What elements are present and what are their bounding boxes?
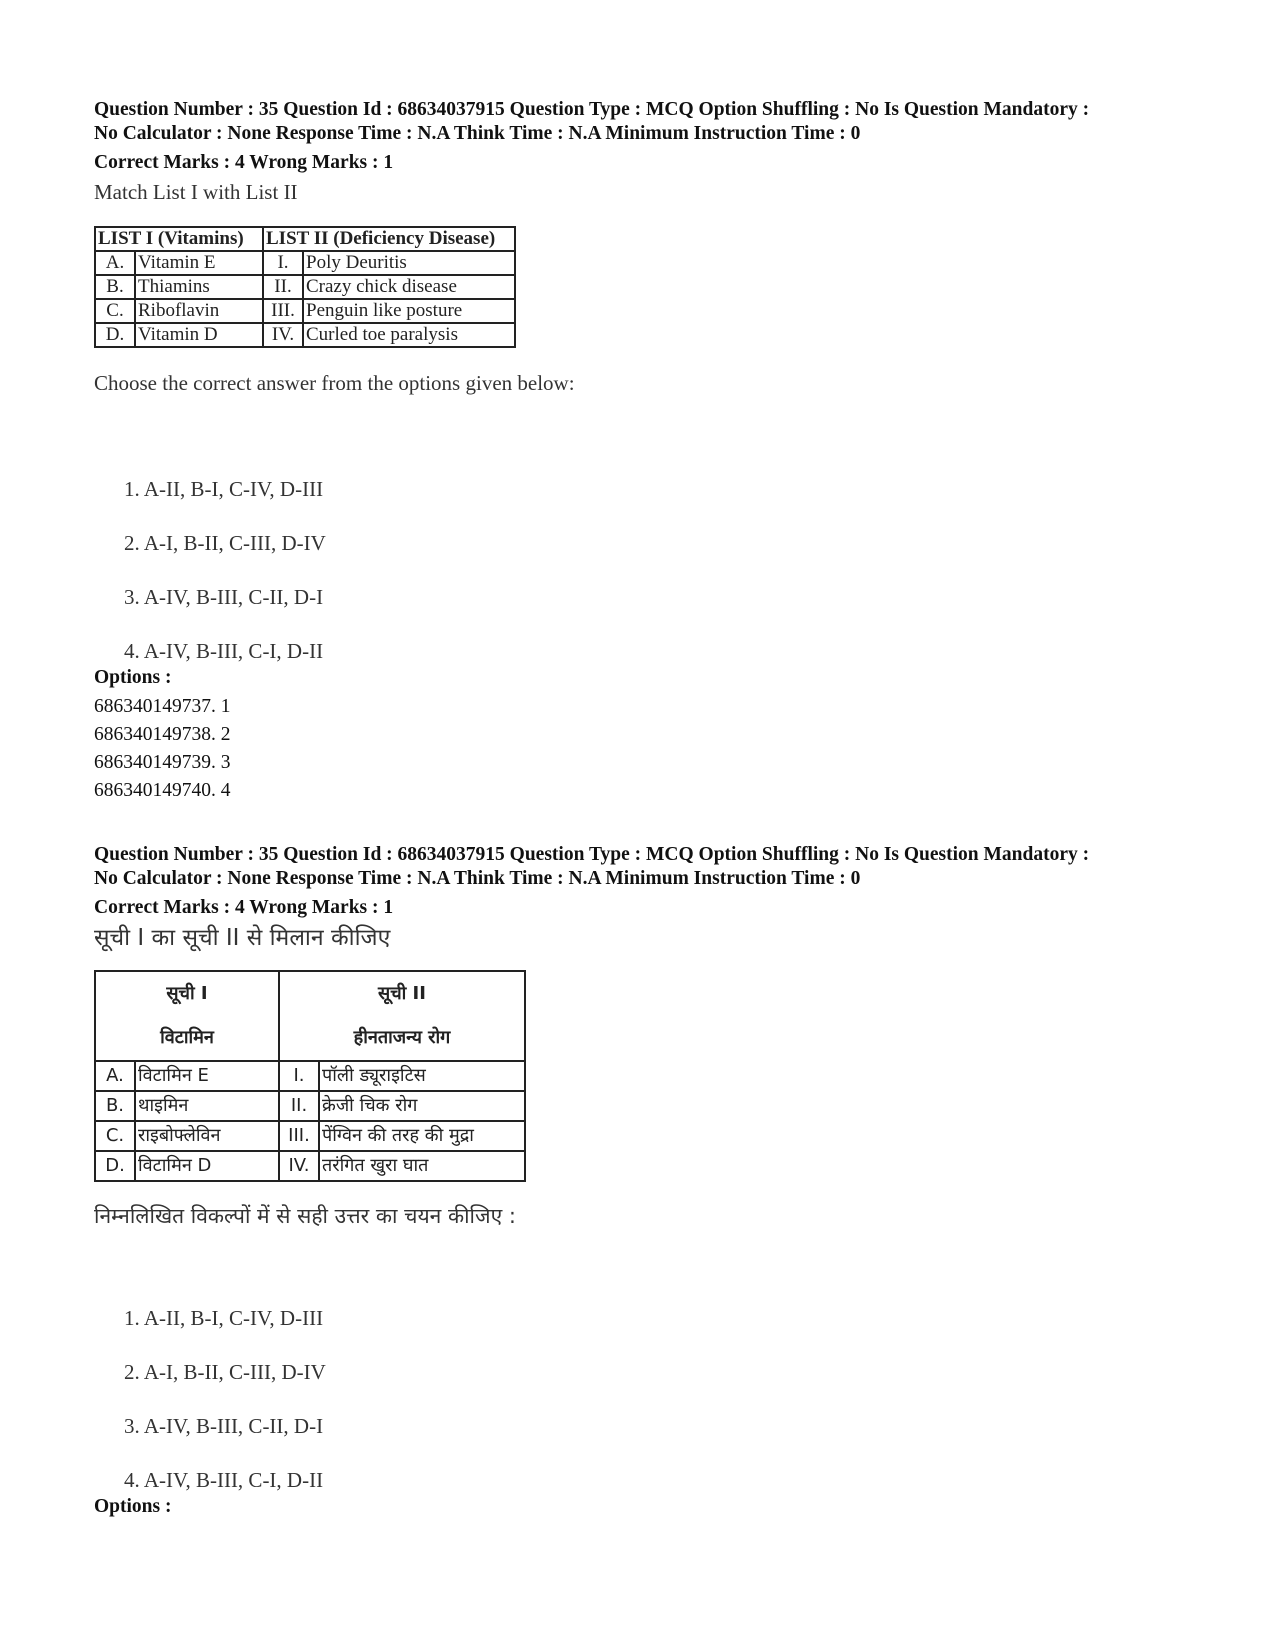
question-meta xyxy=(94,98,1214,146)
table-row xyxy=(95,1151,525,1181)
answer-choice: 2. A-I, B-II, C-III, D-IV xyxy=(124,1360,326,1384)
row-disease: पॉली ड्यूराइटिस xyxy=(319,1061,525,1091)
option-id: 686340149740. 4 xyxy=(94,780,231,801)
row-vitamin: राइबोफ्लेविन xyxy=(135,1121,279,1151)
question-stem: सूची I का सूची II से मिलान कीजिए xyxy=(94,925,391,951)
row-key: B. xyxy=(95,275,135,299)
row-roman: I. xyxy=(263,251,303,275)
answer-choice: 3. A-IV, B-III, C-II, D-I xyxy=(124,585,324,609)
table-row xyxy=(95,299,515,323)
list-2-subtitle: हीनताजन्य रोग xyxy=(353,1027,451,1048)
options-label: Options : xyxy=(94,667,172,688)
answer-choices xyxy=(124,475,1214,665)
row-roman: III. xyxy=(263,299,303,323)
match-table xyxy=(94,226,516,348)
option-id: 686340149739. 3 xyxy=(94,752,231,773)
match-table xyxy=(94,970,526,1182)
table-header-row xyxy=(95,971,525,1061)
answer-choice: 1. A-II, B-I, C-IV, D-III xyxy=(124,477,324,501)
question-block-english xyxy=(94,98,1214,805)
table-row xyxy=(95,251,515,275)
row-key: A. xyxy=(95,251,135,275)
option-id: 686340149738. 2 xyxy=(94,724,231,745)
row-key: B. xyxy=(95,1091,135,1121)
list-1-header: LIST I (Vitamins) xyxy=(95,227,263,251)
table-row xyxy=(95,1121,525,1151)
row-vitamin: Vitamin E xyxy=(135,251,263,275)
question-meta xyxy=(94,843,1214,891)
row-key: C. xyxy=(95,299,135,323)
row-key: D. xyxy=(95,1151,135,1181)
answer-choice: 4. A-IV, B-III, C-I, D-II xyxy=(124,639,324,663)
row-roman: III. xyxy=(279,1121,319,1151)
row-roman: II. xyxy=(279,1091,319,1121)
row-vitamin: थाइमिन xyxy=(135,1091,279,1121)
meta-line-2: No Calculator : None Response Time : N.A Think Time : N.A Minimum Instruction Time : 0 xyxy=(94,123,861,144)
answer-choices xyxy=(124,1304,1214,1494)
option-id: 686340149737. 1 xyxy=(94,696,231,717)
question-block-hindi xyxy=(94,843,1214,1520)
row-vitamin: Thiamins xyxy=(135,275,263,299)
list-2-header: LIST II (Deficiency Disease) xyxy=(263,227,515,251)
row-vitamin: Vitamin D xyxy=(135,323,263,347)
row-vitamin: विटामिन D xyxy=(135,1151,279,1181)
table-row xyxy=(95,1091,525,1121)
row-roman: I. xyxy=(279,1061,319,1091)
choose-instruction: Choose the correct answer from the options given below: xyxy=(94,371,575,395)
marks-line: Correct Marks : 4 Wrong Marks : 1 xyxy=(94,152,394,173)
list-1-header xyxy=(95,971,279,1061)
row-vitamin: Riboflavin xyxy=(135,299,263,323)
list-2-header xyxy=(279,971,525,1061)
meta-line-1: Question Number : 35 Question Id : 68634037915 Question Type : MCQ Option Shuffling : No Is Question Mandatory : xyxy=(94,844,1090,865)
choose-instruction: निम्नलिखित विकल्पों में से सही उत्तर का चयन कीजिए : xyxy=(94,1204,516,1228)
answer-choice: 1. A-II, B-I, C-IV, D-III xyxy=(124,1306,324,1330)
answer-choice: 3. A-IV, B-III, C-II, D-I xyxy=(124,1414,324,1438)
list-1-title: सूची I xyxy=(166,983,208,1004)
marks-line: Correct Marks : 4 Wrong Marks : 1 xyxy=(94,897,394,918)
question-stem: Match List I with List II xyxy=(94,180,298,204)
row-key: C. xyxy=(95,1121,135,1151)
row-roman: IV. xyxy=(263,323,303,347)
row-key: A. xyxy=(95,1061,135,1091)
row-roman: IV. xyxy=(279,1151,319,1181)
row-disease: Crazy chick disease xyxy=(303,275,515,299)
options-label: Options : xyxy=(94,1496,172,1517)
answer-choice: 2. A-I, B-II, C-III, D-IV xyxy=(124,531,326,555)
row-disease: Penguin like posture xyxy=(303,299,515,323)
table-row xyxy=(95,1061,525,1091)
meta-line-2: No Calculator : None Response Time : N.A Think Time : N.A Minimum Instruction Time : 0 xyxy=(94,868,861,889)
meta-line-1: Question Number : 35 Question Id : 68634037915 Question Type : MCQ Option Shuffling : No Is Question Mandatory : xyxy=(94,99,1090,120)
row-disease: पेंग्विन की तरह की मुद्रा xyxy=(319,1121,525,1151)
row-key: D. xyxy=(95,323,135,347)
table-row xyxy=(95,275,515,299)
row-disease: Poly Deuritis xyxy=(303,251,515,275)
row-disease: Curled toe paralysis xyxy=(303,323,515,347)
row-vitamin: विटामिन E xyxy=(135,1061,279,1091)
row-roman: II. xyxy=(263,275,303,299)
row-disease: तरंगित खुरा घात xyxy=(319,1151,525,1181)
answer-choice: 4. A-IV, B-III, C-I, D-II xyxy=(124,1468,324,1492)
list-2-title: सूची II xyxy=(378,983,426,1004)
table-header-row xyxy=(95,227,515,251)
row-disease: क्रेजी चिक रोग xyxy=(319,1091,525,1121)
table-row xyxy=(95,323,515,347)
list-1-subtitle: विटामिन xyxy=(160,1027,214,1048)
option-id-list xyxy=(94,693,1214,805)
